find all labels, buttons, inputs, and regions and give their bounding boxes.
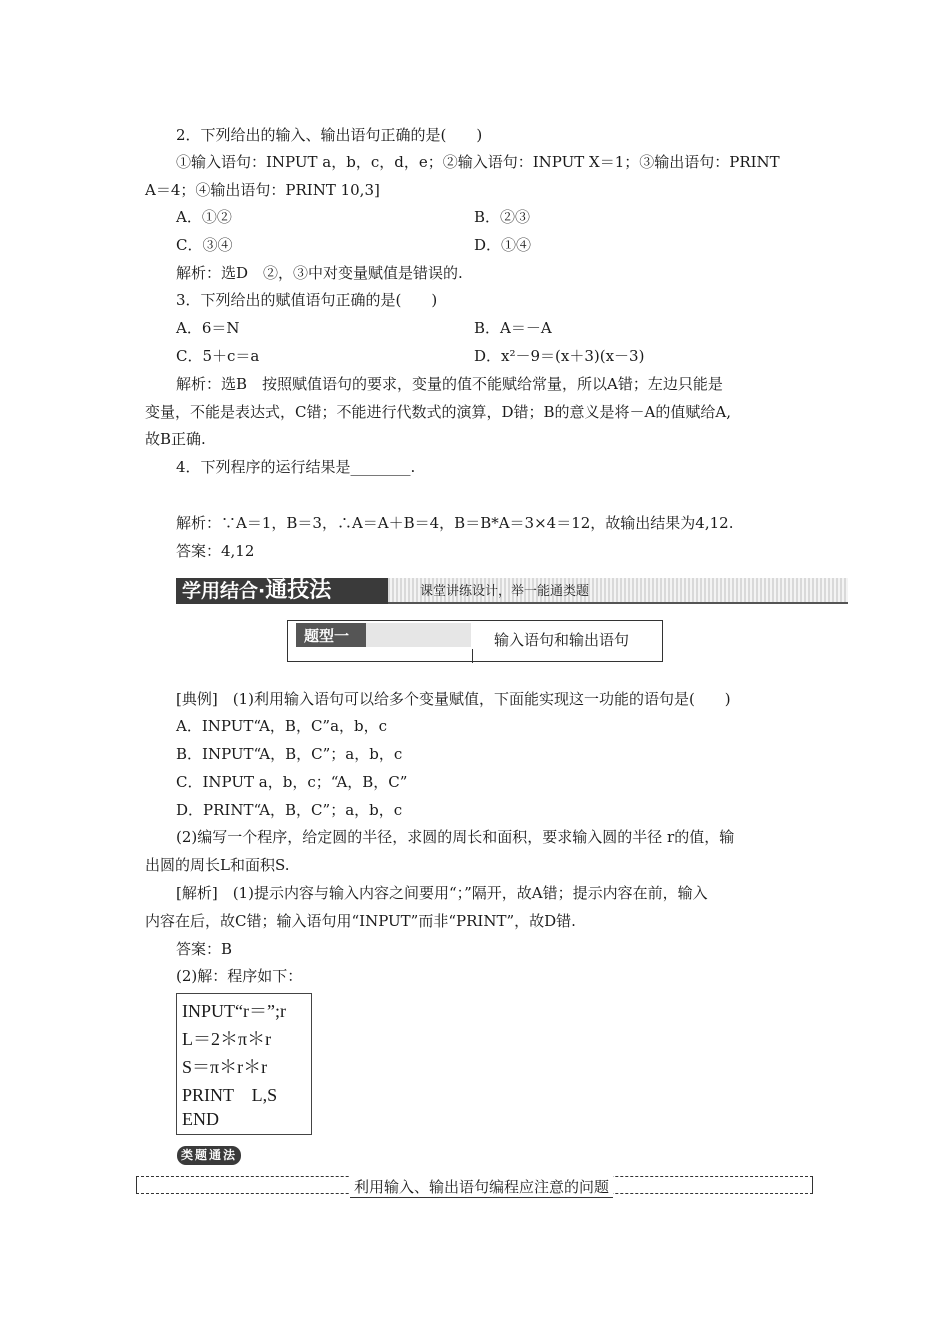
banner-subtitle: 课堂讲练设计，举一能通类题 [420,584,590,599]
solution-line3: (2)解：程序如下： [176,967,303,985]
question-type-tag [296,623,471,647]
q3-analysis-line3: 故B正确. [145,430,206,448]
section-banner [176,578,848,604]
method-tag: 类题通法 [177,1146,241,1165]
example-part2-line1: (2)编写一个程序，给定圆的半径，求圆的周长和面积，要求输入圆的半径 r的值，输 [176,828,735,846]
code-line: END [182,1109,219,1129]
q4-answer: 答案：4,12 [176,542,255,560]
q2-option-c: C．③④ [176,236,233,254]
example-answer: 答案：B [176,940,233,958]
q3-option-c: C．5＋c＝a [176,347,260,365]
dash-right-border [812,1176,813,1194]
q2-option-b: B．②③ [474,208,531,226]
q3-analysis-line1: 解析：选B 按照赋值语句的要求，变量的值不能赋给常量，所以A错；左边只能是 [176,375,723,393]
solution-line1: [解析] (1)提示内容与输入内容之间要用“；”隔开，故A错；提示内容在前，输入 [176,884,708,902]
q2-analysis: 解析：选D ②，③中对变量赋值是错误的. [176,264,463,282]
type-divider [472,649,473,663]
example-option-c: C．INPUT a，b，c；“A，B，C” [176,773,408,791]
q3-analysis-line2: 变量，不能是表达式，C错；不能进行代数式的演算，D错；B的意义是将－A的值赋给A, [145,403,731,421]
q3-option-b: B．A＝－A [474,319,552,337]
banner-title-a: 学用结合· [182,580,266,602]
code-line: INPUT“r＝”;r [182,1001,286,1021]
example-option-d: D．PRINT“A，B，C”；a，b，c [176,801,403,819]
tips-dashed-box [136,1174,813,1196]
q2-option-d: D．①④ [474,236,532,254]
solution-line2: 内容在后，故C错；输入语句用“INPUT”而非“PRINT”，故D错. [145,912,576,930]
dash-left-border [136,1176,137,1194]
q3-option-a: A．6＝N [176,319,240,337]
code-line: L＝2＊π＊r [182,1029,272,1049]
program-code-box [176,993,312,1135]
q4-analysis: 解析：∵A＝1，B＝3，∴A＝A＋B＝4，B＝B*A＝3×4＝12，故输出结果为4,12. [176,514,734,532]
question-type-label: 题型一 [304,627,350,645]
banner-title-b: 通技法 [265,578,332,603]
q2-line2: A＝4；④输出语句：PRINT 10,3] [145,181,380,199]
question-type-title: 输入语句和输出语句 [494,631,630,649]
tips-title: 利用输入、输出语句编程应注意的问题 [350,1176,613,1198]
q2-stem: 2．下列给出的输入、输出语句正确的是( ) [176,126,483,144]
example-part2-line2: 出圆的周长L和面积S. [145,856,290,874]
q3-option-d: D．x²－9＝(x＋3)(x－3) [474,347,645,365]
q2-line1: ①输入语句：INPUT a，b，c，d，e；②输入语句：INPUT X＝1；③输出语句：PRINT [176,153,780,171]
example-option-b: B．INPUT“A，B，C”；a，b，c [176,745,403,763]
code-line: S＝π＊r＊r [182,1057,268,1077]
q2-option-a: A．①② [176,208,232,226]
example-stem: [典例] (1)利用输入语句可以给多个变量赋值，下面能实现这一功能的语句是( ) [176,690,731,708]
code-line: PRINT L,S [182,1085,278,1105]
example-option-a: A．INPUT“A，B，C”a，b，c [176,717,388,735]
banner-title [176,578,388,604]
q3-stem: 3．下列给出的赋值语句正确的是( ) [176,291,438,309]
question-type-box [287,620,663,662]
banner-subtitle-bar [388,578,848,604]
q4-stem: 4．下列程序的运行结果是________. [176,458,416,476]
